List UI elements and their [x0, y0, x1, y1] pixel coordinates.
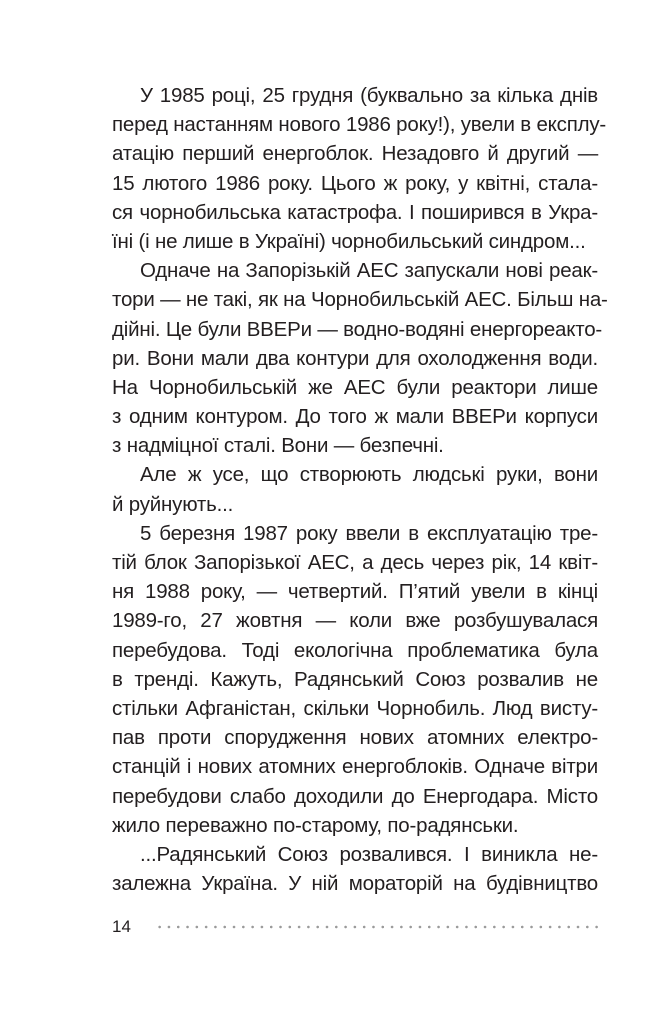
- page-number: 14: [112, 917, 131, 936]
- text-line: Одначе на Запорізькій АЕС запускали нові реак-: [140, 259, 598, 283]
- text-line: На Чорнобильській же АЕС були реактори лише: [112, 375, 598, 399]
- text-line: дійні. Це були ВВЕРи — водно-водяні енергореакто-: [112, 317, 603, 341]
- text-line: й руйнують...: [112, 492, 234, 516]
- text-line: пав проти спорудження нових атомних електро-: [112, 726, 598, 750]
- text-line: атацію перший енергоблок. Незадовго й другий —: [112, 142, 598, 166]
- text-line: Але ж усе, що створюють людські руки, вони: [140, 463, 598, 487]
- text-line: 1989-го, 27 жовтня — коли вже розбушувалася: [112, 609, 598, 633]
- text-line: ня 1988 року, — четвертий. П’ятий увели в кінці: [112, 580, 598, 604]
- text-line: перебудови слабо доходили до Енергодара. Місто: [112, 784, 598, 808]
- text-line: жило переважно по-старому, по-радянськи.: [112, 813, 519, 837]
- page-footer: [112, 914, 598, 940]
- text-line: перебудова. Тоді екологічна проблематика була: [112, 638, 598, 662]
- text-line: 15 лютого 1986 року. Цього ж року, у квітні, стала-: [112, 171, 598, 195]
- text-line: 5 березня 1987 року ввели в експлуатацію тре-: [140, 521, 598, 545]
- text-line: тій блок Запорізької АЕС, а десь через рік, 14 квіт-: [112, 551, 598, 574]
- text-line: ри. Вони мали два контури для охолодження води.: [112, 346, 598, 370]
- text-line: в тренді. Кажуть, Радянський Союз розвалив не: [112, 667, 598, 691]
- text-line: ...Радянський Союз розвалився. І виникла не-: [140, 842, 598, 866]
- text-line: їні (і не лише в Україні) чорнобильський синдром...: [112, 229, 586, 253]
- text-line: станцій і нових атомних енергоблоків. Одначе вітри: [112, 755, 598, 779]
- text-line: У 1985 році, 25 грудня (буквально за кілька днів: [140, 84, 598, 107]
- text-line: тори — не такі, як на Чорнобильській АЕС. Більш на-: [112, 288, 608, 312]
- text-line: перед настанням нового 1986 року!), увели в експлу-: [112, 113, 607, 137]
- text-line: з одним контуром. До того ж мали ВВЕРи корпуси: [112, 405, 598, 429]
- text-line: ся чорнобильська катастрофа. І поширився в Укра-: [112, 200, 598, 224]
- text-line: стільки Афганістан, скільки Чорнобиль. Люд висту-: [112, 696, 598, 720]
- dotted-rule: [155, 925, 598, 929]
- text-line: з надміцної сталі. Вони — безпечні.: [112, 434, 444, 458]
- text-line: залежна Україна. У ній мораторій на будівництво: [112, 872, 598, 896]
- body-text: [112, 81, 608, 898]
